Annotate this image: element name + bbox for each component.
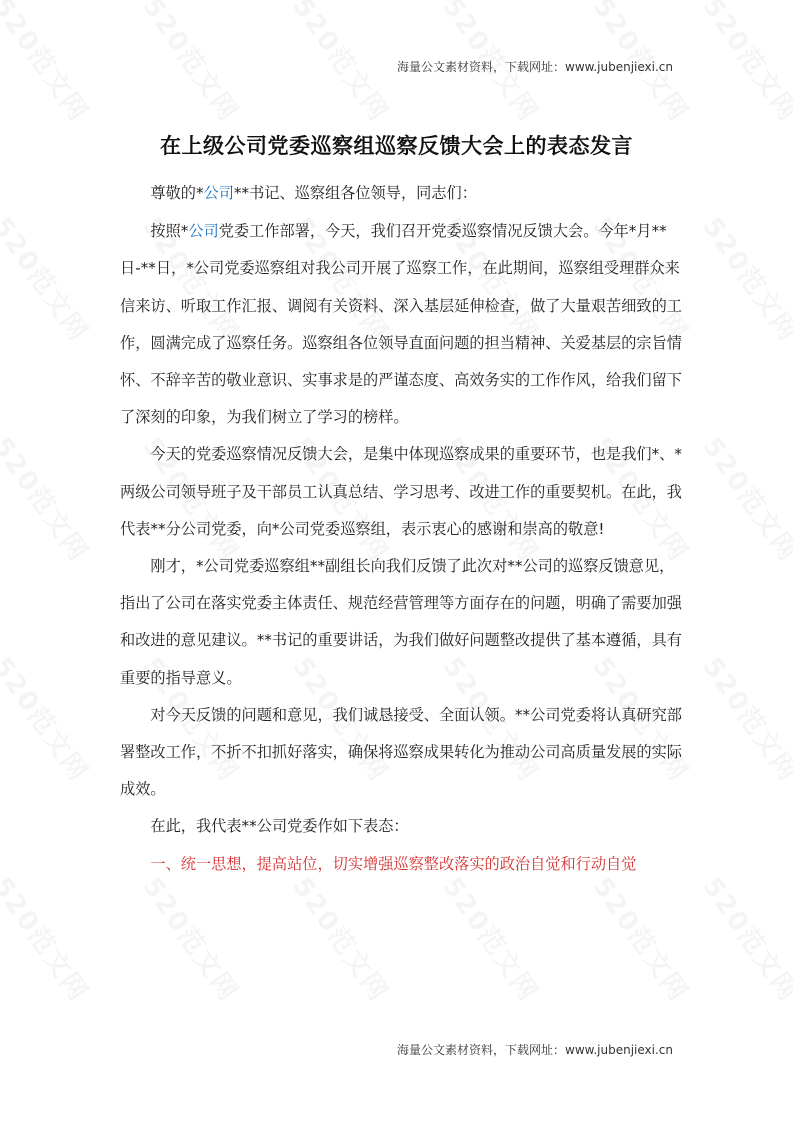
header-note: 海量公文素材资料，下载网址：www.jubenjiexi.cn (397, 60, 673, 74)
watermark (696, 0, 793, 128)
paragraph-3: 刚才，*公司党委巡察组**副组长向我们反馈了此次对**公司的巡察反馈意见，指出了公司在落实党委主体责任、规范经营管理等方面存在的问题，明确了需要加强和改进的意见建议。**书记的重要讲话，为我们做好问题整改提供了基本遵循，具有重要的指导意义。 (120, 557, 682, 687)
company-link[interactable]: 公司 (188, 222, 219, 241)
paragraph-5: 在此，我代表**公司党委作如下表态： (150, 817, 409, 836)
watermark (0, 869, 99, 1008)
salutation-before: 尊敬的* (150, 184, 204, 202)
watermark (0, 649, 99, 788)
salutation-after: **书记、巡察组各位领导，同志们： (233, 184, 477, 202)
watermark (696, 429, 793, 568)
watermark (0, 429, 99, 568)
watermark (696, 649, 793, 788)
section-heading-1: 一、统一思想，提高站位，切实增强巡察整改落实的政治自觉和行动自觉 (150, 854, 637, 873)
document-body (120, 175, 682, 883)
watermark (136, 0, 249, 128)
watermark (0, 209, 99, 348)
document-title: 在上级公司党委巡察组巡察反馈大会上的表态发言 (160, 134, 633, 158)
company-link[interactable]: 公司 (203, 184, 234, 202)
footer-note: 海量公文素材资料，下载网址：www.jubenjiexi.cn (397, 1043, 673, 1057)
paragraph-1 (120, 213, 682, 436)
watermark (696, 209, 793, 348)
watermark (136, 869, 249, 1008)
watermark (286, 0, 399, 128)
paragraph-2: 今天的党委巡察情况反馈大会，是集中体现巡察成果的重要环节，也是我们*、*两级公司领导班子及干部员工认真总结、学习思考、改进工作的重要契机。在此，我代表**分公司党委，向*公司党委巡察组，表示衷心的感谢和崇高的敬意! (120, 445, 682, 538)
watermark (286, 869, 399, 1008)
watermark (436, 869, 549, 1008)
watermark (696, 869, 793, 1008)
watermark (0, 0, 99, 128)
paragraph-4: 对今天反馈的问题和意见，我们诚恳接受、全面认领。**公司党委将认真研究部署整改工作，不折不扣抓好落实，确保将巡察成果转化为推动公司高质量发展的实际成效。 (120, 705, 682, 799)
paragraph-1-after: 党委工作部署，今天，我们召开党委巡察情况反馈大会。今年*月**日-**日，*公司党委巡察组对我公司开展了巡察工作，在此期间，巡察组受理群众来信来访、听取工作汇报、调阅有关资料、深入基层延伸检查，做了大量艰苦细致的工作，圆满完成了巡察任务。巡察组各位领导直面问题的担当精神、关爱基层的宗旨情怀、不辞辛苦的敬业意识、实事求是的严谨态度、高效务实的工作作风，给我们留下了深刻的印象，为我们树立了学习的榜样。 (120, 222, 682, 427)
watermark (586, 869, 699, 1008)
paragraph-1-before: 按照* (150, 222, 189, 241)
salutation (120, 175, 682, 212)
